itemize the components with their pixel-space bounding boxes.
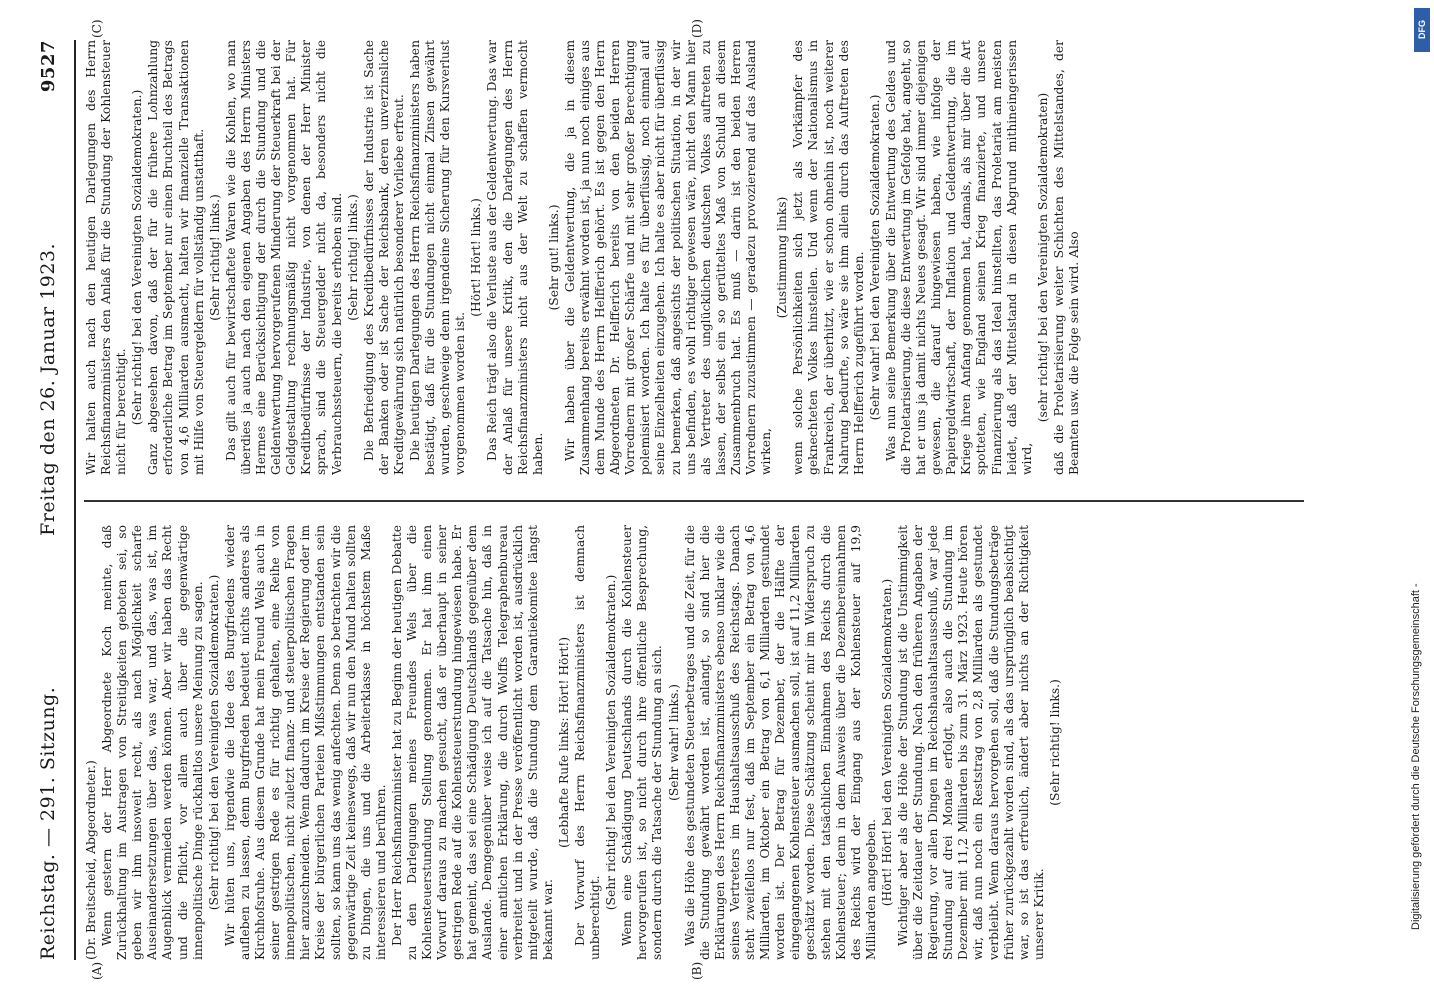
- dfg-logo: DFG: [1414, 8, 1430, 52]
- interjection: (sehr richtig! bei den Vereinigten Sozialdemokraten): [1035, 92, 1050, 423]
- interjection: (Sehr richtig! bei den Vereinigten Sozialdemokraten.): [604, 574, 619, 911]
- paragraph: daß die Proletarisierung weiter Schichten des Mittelstandes, der Beamten usw. die Folge sein wird. Also: [1051, 40, 1081, 475]
- interjection: (Zustimmung links): [775, 196, 790, 319]
- interjection: (Sehr richtig! links.): [207, 194, 222, 321]
- paragraph: Wenn eine Schädigung Deutschlands durch die Kohlensteuer hervorgerufen ist, so nicht durch ihre öffentliche Besprechung, sondern durch die Tatsache der Stundung an sich.: [620, 525, 665, 960]
- interjection: (Sehr wahr! bei den Vereinigten Sozialdemokraten.): [867, 94, 882, 421]
- right-column: [84, 40, 1304, 475]
- column-divider: [84, 501, 1304, 503]
- paragraph: Wir hüten uns, irgendwie die Idee des Burgfriedens wieder aufleben zu lassen, denn Burgfrieden bedeutet nichts anderes als Kirchhofsruhe. Aus diesem Grunde hat mein Freund Wels auch in seiner gestrigen Rede es für richtig gehalten, eine Reihe von innenpolitischen, nicht zuletzt finanz- und steuerpolitischen Fragen hier anzuschneiden. Wenn dadurch im Kreise der Regierung oder im Kreise der bürgerlichen Parteien Mißstimmungen entstanden sein sollten, so kann uns das wenig anfechten. Denn so betrachten wir die gegenwärtige Zeit keineswegs, daß wir nun den Mund halten sollten zu Dingen, die uns und die Arbeiterklasse in höchstem Maße interessieren und berühren.: [222, 525, 388, 960]
- margin-mark-c: (C): [90, 19, 104, 38]
- interjection: (Sehr richtig! links.): [1047, 679, 1062, 806]
- paragraph: (Dr. Breitscheid, Abgeordneter.): [84, 760, 98, 960]
- paragraph: Was die Höhe des gestundeten Steuerbetrages und die Zeit, für die die Stundung gewährt worden ist, anlangt, so sind hier die Erklärungen des Herrn Reichsfinanzministers ebenso unklar wie die seines Vertreters im Haushaltsausschuß des Reichstags. Danach steht zweifellos nur fest, daß im September ein Betrag von 4,6 Milliarden, im Oktober ein Betrag von 6,1 Milliarden gestundet worden ist. Der Betrag für Dezember, der die Hälfte der eingegangenen Kohlensteuer ausmachen soll, ist auf 11,2 Milliarden geschätzt worden. Diese Schätzung scheint mir im Widerspruch zu stehen mit den tatsächlichen Einnahmen des Reichs durch die Kohlensteuer; denn in dem Ausweis über die Dezembereinnahmen des Reichs wird der Eingang aus der Kohlensteuer auf 19,9 Milliarden angegeben.: [682, 525, 878, 960]
- interjection: (Sehr gut! links.): [546, 204, 561, 311]
- dfg-credit-text: Digitalisierung gefördert durch die Deutsche Forschungsgemeinschaft -: [1410, 583, 1422, 930]
- paragraph: Wir haben über die Geldentwertung, die ja in diesem Zusammenhang bereits erwähnt worden ist, ja nun noch einiges aus dem Munde des Herrn Helfferich gehört. Es ist gegen den Herrn Abgeordneten Dr. Helfferich bereits von den beiden Herren Vorrednern mit großer Schärfe und mit sehr großer Berechtigung polemisiert worden. Ich halte es für überflüssig, noch einmal auf seine Einzelheiten einzugehen. Ich halte es aber nicht für überflüssig zu bemerken, daß angesichts der politischen Situation, in der wir uns befinden, es wohl richtiger gewesen wäre, nicht den Mann hier als Vertreter des unglücklichen deutschen Volkes auftreten zu lassen, der selbst ein so gerütteltes Maß von Schuld an diesem Zusammenbruch hat. Es muß — darin ist den beiden Herren Vorrednern zuzustimmen — geradezu provozierend auf das Ausland wirken,: [562, 40, 774, 475]
- interjection: (Sehr richtig! links.): [345, 194, 360, 321]
- paragraph: wenn solche Persönlichkeiten sich jetzt als Vorkämpfer des geknechteten Volkes hinstellen. Und wenn der Nationalismus in Frankreich, der überhitzt, wie er schon ohnehin ist, noch weiterer Nahrung bedurfte, so wäre sie ihm allein durch das Auftreten des Herrn Helfferich zugeführt worden.: [791, 40, 866, 475]
- interjection: (Sehr wahr! links.): [666, 684, 681, 801]
- paragraph: Das Reich trägt also die Verluste aus der Geldentwertung. Das war der Anlaß für unsere Kritik, den die Darlegungen des Herrn Reichsfinanzministers nicht aus der Welt zu schaffen vermocht haben.: [485, 40, 545, 475]
- paragraph: Das gilt auch für bewirtschaftete Waren wie die Kohlen, wo man überdies ja auch nach den eigenen Angaben des Herrn Ministers Hermes eine Berücksichtigung der durch die Stundung und die Geldentwertung hervorgerufenen Minderung der Steuerkraft bei der Geldgestaltung rechnungsmäßig nicht vorgenommen hat. Für Kreditbedürfnisse der Industrie, von denen der Herr Minister sprach, sind die Steuergelder nicht da, besonders nicht die Verbrauchssteuern, die bereits erhoben sind.: [223, 40, 344, 475]
- margin-mark-b: (B): [690, 961, 704, 980]
- left-column: [84, 525, 1304, 960]
- interjection: (Sehr richtig! bei den Vereinigten Sozialdemokraten.): [206, 574, 221, 911]
- interjection: (Sehr richtig! bei den Vereinigten Sozialdemokraten.): [130, 89, 145, 426]
- interjection: (Lebhafte Rufe links: Hört! Hört!): [556, 636, 571, 849]
- paragraph: Wenn gestern der Herr Abgeordnete Koch meinte, daß Zurückhaltung im Austragen von Streitigkeiten geboten sei, so geben wir ihm insoweit recht, als nach Möglichkeit scharfe Auseinandersetzungen über das, was war, und das, was ist, im Augenblick vermieden werden können. Aber wir haben das Recht und die Pflicht, vor allem auch über die gegenwärtige innenpolitische Dinge rückhaltlos unsere Meinung zu sagen.: [100, 525, 205, 960]
- paragraph: Wir halten auch nach den heutigen Darlegungen des Herrn Reichsfinanzministers den Anlaß für die Stundung der Kohlensteuer nicht für berechtigt.: [84, 40, 129, 475]
- header-date: Freitag den 26. Januar 1923.: [37, 242, 59, 536]
- header-rule: [74, 40, 76, 960]
- paragraph: Der Herr Reichsfinanzminister hat zu Beginn der heutigen Debatte zu den Darlegungen meines Freundes Wels über die Kohlensteuerstundung Stellung genommen. Er hat ihm einen Vorwurf daraus zu machen gesucht, daß er überhaupt in seiner gestrigen Rede auf die Kohlensteuerstundung hingewiesen habe. Er hat gemeint, das sei eine Schädigung Deutschlands gegenüber dem Auslande. Demgegenüber weise ich auf die Tatsache hin, daß in einer amtlichen Erklärung, die durch Wolffs Telegraphenbureau verbreitet und in der Presse veröffentlicht worden ist, ausdrücklich mitgeteilt wurde, daß die Stundung dem Garantiekomitee längst bekannt war.: [389, 525, 555, 960]
- paragraph: Die heutigen Darlegungen des Herrn Reichsfinanzministers haben bestätigt, daß für die Stundungen nicht einmal Zinsen gewährt wurden, geschweige denn irgendeine Sicherung für den Kursverlust vorgenommen worden ist.: [407, 40, 468, 475]
- paragraph: Die Befriedigung des Kreditbedürfnisses der Industrie ist Sache der Banken oder ist Sache der Reichsbank, deren unverzinsliche Kreditgewährung sich natürlich besonderer Vorliebe erfreut.: [361, 40, 406, 475]
- page-header: [28, 40, 68, 960]
- page-number: 9527: [37, 40, 59, 93]
- paragraph: Der Vorwurf des Herrn Reichsfinanzministers ist demnach unberechtigt.: [573, 525, 603, 960]
- margin-mark-d: (D): [690, 19, 704, 38]
- header-session: Reichstag. — 291. Sitzung.: [37, 686, 59, 960]
- paragraph: Ganz abgesehen davon, daß der für die frühere Lohnzahlung erforderliche Betrag im September nur einen Bruchteil des Betrags von 4,6 Milliarden ausmacht, halten wir finanzielle Transaktionen mit Hilfe von Steuergeldern für vollständig unstatthaft.: [146, 40, 206, 475]
- interjection: (Hört! Hört! links.): [469, 198, 484, 317]
- paragraph: Was nun seine Bemerkung über die Entwertung des Geldes und die Proletarisierung, die diese Entwertung im Gefolge hat, angeht, so hat er uns ja damit nichts Neues gesagt. Wir sind immer diejenigen gewesen, die darauf hingewiesen haben, wie infolge der Papiergeldwirtschaft, der Inflation und Geldentwertung, die im Kriege ihren Anfang genommen hat, damals, als mir über die Art spotteten, wie England seinen Krieg finanzierte, und unsere Finanzierung als das Ideal hinstellten, das Proletariat am meisten leidet, daß der Mittelstand in diesen Abgrund mithineingerissen wird,: [883, 40, 1034, 475]
- margin-mark-a: (A): [90, 961, 104, 980]
- interjection: (Hört! Hört! bei den Vereinigten Sozialdemokraten.): [879, 578, 894, 907]
- paragraph: Wichtiger aber als die Höhe der Stundung ist die Unstimmigkeit über die Zeitdauer der Stundung. Nach den früheren Angaben der Regierung, vor allen Dingen im Reichshaushaltsausschuß, war jede Stundung auf drei Monate erfolgt, also auch die Stundung im Dezember mit 11,2 Milliarden bis zum 31. März 1923. Heute hören wir, daß nun noch ein Reststrag von 2,8 Milliarden als gestundet verbleibt. Wenn daraus hervorgehen soll, daß die Stundungsbeträge früher zurückgezahlt worden sind, als das ursprünglich beabsichtigt war, so ist das erfreulich, ändert aber nichts an der Richtigkeit unserer Kritik.: [895, 525, 1046, 960]
